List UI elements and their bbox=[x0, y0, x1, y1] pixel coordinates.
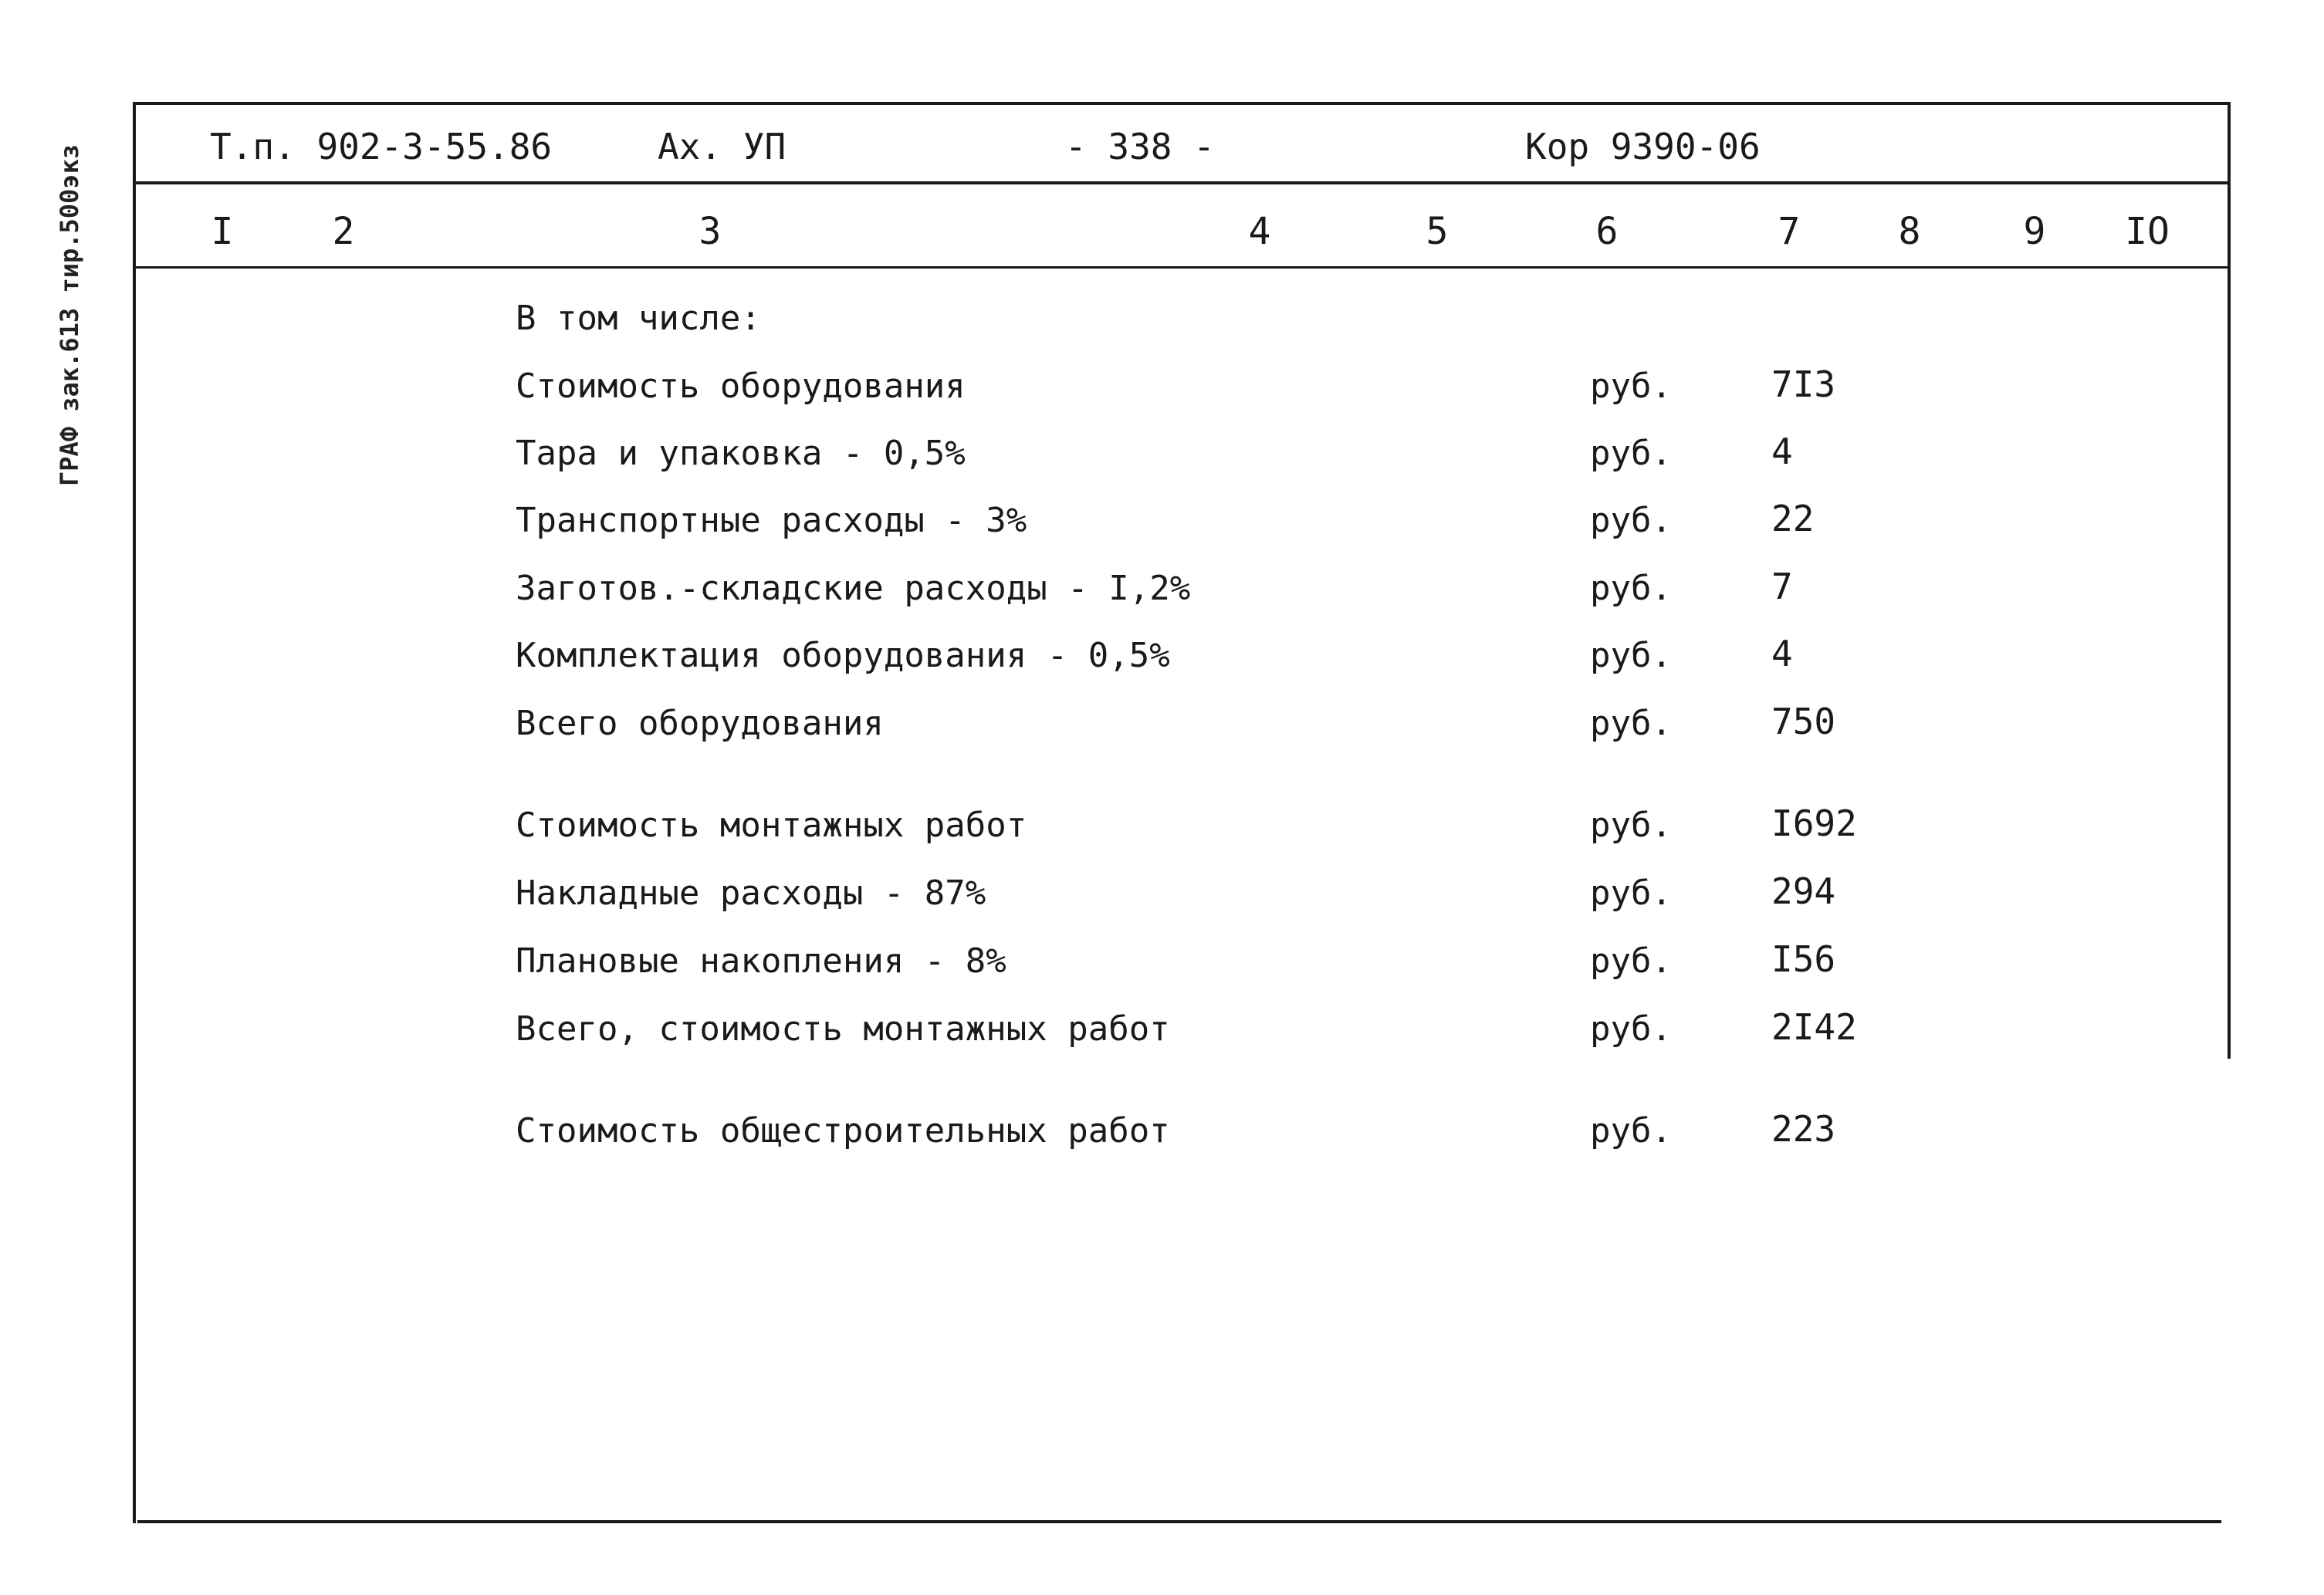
column-number-1: I bbox=[211, 210, 234, 253]
row-value: I692 bbox=[1771, 803, 1857, 844]
row-unit: руб. bbox=[1590, 1009, 1672, 1049]
row-value: I56 bbox=[1771, 938, 1836, 980]
row-unit: руб. bbox=[1590, 1111, 1672, 1151]
doc-ref: Т.п. 902-3-55.86 bbox=[210, 126, 553, 167]
header-divider-line bbox=[133, 181, 2231, 184]
row-unit: руб. bbox=[1590, 501, 1672, 540]
frame-top-line bbox=[133, 102, 2231, 105]
column-number-4: 4 bbox=[1248, 210, 1271, 253]
column-number-2: 2 bbox=[332, 210, 355, 253]
row-unit: руб. bbox=[1590, 704, 1672, 743]
row-label: Плановые накопления - 8% bbox=[516, 941, 1006, 981]
row-unit: руб. bbox=[1590, 569, 1672, 608]
row-value: 22 bbox=[1771, 498, 1815, 539]
row-label: В том числе: bbox=[516, 299, 761, 338]
row-label: Всего оборудования bbox=[516, 704, 884, 743]
row-value: 223 bbox=[1771, 1108, 1836, 1150]
row-label: Стоимость оборудования bbox=[516, 367, 966, 406]
album-label: Ах. УП bbox=[658, 126, 787, 167]
row-value: 7 bbox=[1771, 566, 1793, 607]
row-label: Тара и упаковка - 0,5% bbox=[516, 434, 966, 473]
row-value: 294 bbox=[1771, 870, 1836, 912]
frame-right-line bbox=[2228, 102, 2231, 1059]
row-label: Заготов.-складские расходы - I,2% bbox=[516, 569, 1191, 608]
row-label: Транспортные расходы - 3% bbox=[516, 501, 1027, 540]
row-unit: руб. bbox=[1590, 636, 1672, 675]
row-unit: руб. bbox=[1590, 806, 1672, 845]
column-number-5: 5 bbox=[1426, 210, 1449, 253]
row-value: 4 bbox=[1771, 633, 1793, 674]
row-label: Стоимость монтажных работ bbox=[516, 806, 1027, 845]
row-value: 750 bbox=[1771, 701, 1836, 742]
row-label: Стоимость общестроительных работ bbox=[516, 1111, 1170, 1151]
column-header-divider-line bbox=[133, 266, 2231, 269]
row-unit: руб. bbox=[1590, 941, 1672, 981]
row-label: Всего, стоимость монтажных работ bbox=[516, 1009, 1170, 1049]
page-number: - 338 - bbox=[1065, 126, 1215, 167]
side-stamp: ГРАФ зак.613 тир.500экз bbox=[55, 144, 84, 486]
column-number-9: 9 bbox=[2023, 210, 2046, 253]
column-number-7: 7 bbox=[1778, 210, 1801, 253]
row-label: Накладные расходы - 87% bbox=[516, 874, 986, 913]
row-unit: руб. bbox=[1590, 434, 1672, 473]
column-number-3: 3 bbox=[699, 210, 722, 253]
row-value: 2I42 bbox=[1771, 1006, 1857, 1048]
row-value: 7I3 bbox=[1771, 363, 1836, 405]
frame-bottom-line bbox=[137, 1520, 2221, 1523]
frame-left-line bbox=[133, 102, 136, 1523]
row-unit: руб. bbox=[1590, 874, 1672, 913]
column-number-6: 6 bbox=[1595, 210, 1619, 253]
sheet-code: Кор 9390-06 bbox=[1525, 126, 1761, 167]
column-number-10: IO bbox=[2125, 210, 2170, 253]
row-unit: руб. bbox=[1590, 367, 1672, 406]
row-value: 4 bbox=[1771, 431, 1793, 472]
row-label: Комплектация оборудования - 0,5% bbox=[516, 636, 1170, 675]
column-number-8: 8 bbox=[1898, 210, 1921, 253]
